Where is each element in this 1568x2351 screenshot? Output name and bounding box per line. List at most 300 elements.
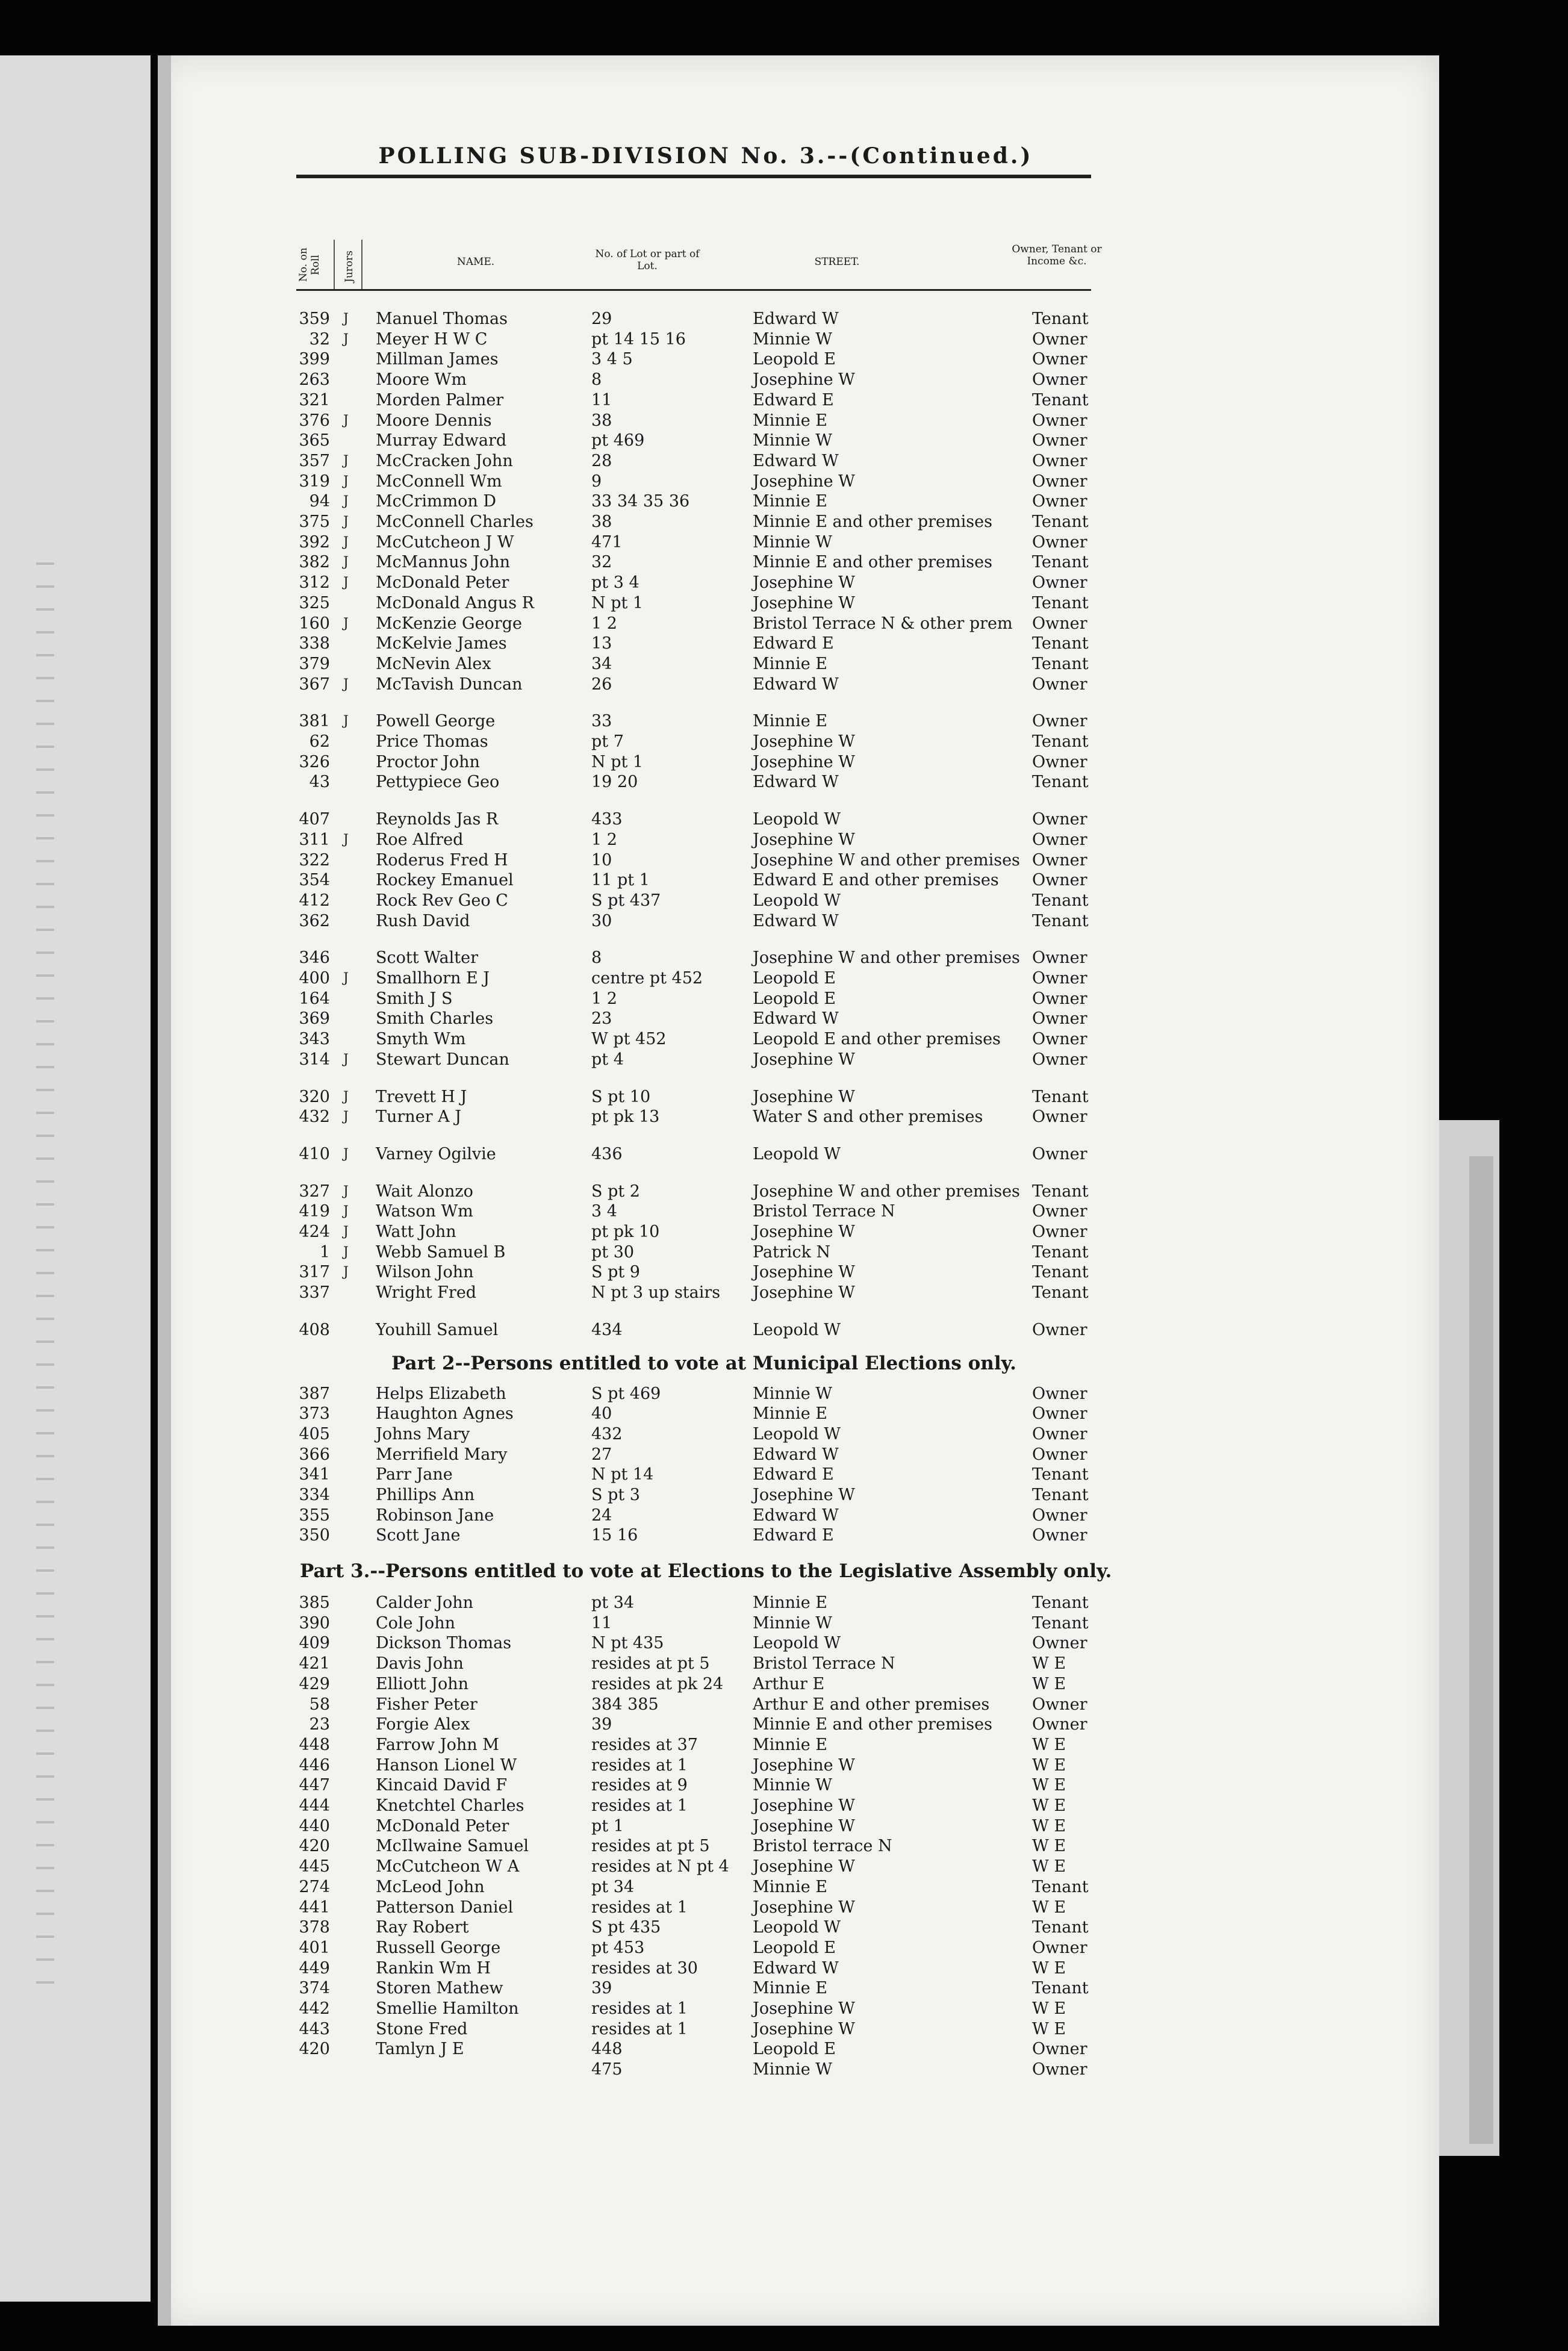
- roll-number: 445: [299, 1857, 330, 1876]
- street-name: Edward W: [753, 1959, 839, 1978]
- lot-number: 13: [591, 634, 612, 653]
- lot-number: 19 20: [591, 773, 638, 791]
- juror-mark: J: [343, 714, 349, 729]
- street-name: Leopold E: [753, 989, 836, 1008]
- tenure-status: Tenant: [1032, 1614, 1089, 1633]
- juror-mark: J: [343, 575, 349, 590]
- street-name: Edward W: [753, 912, 839, 930]
- tenure-status: Owner: [1032, 948, 1087, 967]
- lot-number: resides at 9: [591, 1776, 688, 1795]
- roll-number: 343: [299, 1030, 330, 1048]
- lot-number: resides at pt 5: [591, 1837, 710, 1855]
- voter-name: McIlwaine Samuel: [376, 1837, 529, 1855]
- street-name: Minnie E: [753, 1979, 827, 1998]
- voter-name: McKelvie James: [376, 634, 507, 653]
- roll-number: 432: [299, 1107, 330, 1126]
- voter-name: Roe Alfred: [376, 830, 464, 849]
- voter-name: Robinson Jane: [376, 1506, 494, 1525]
- voter-name: Cole John: [376, 1614, 455, 1633]
- lot-number: pt 14 15 16: [591, 330, 686, 349]
- juror-mark: J: [343, 555, 349, 570]
- tenure-status: Owner: [1032, 431, 1087, 450]
- tenure-status: Owner: [1032, 830, 1087, 849]
- street-name: Josephine W: [753, 1857, 855, 1876]
- street-name: Josephine W: [753, 2020, 855, 2038]
- voter-name: Webb Samuel B: [376, 1243, 506, 1262]
- roll-number: 321: [299, 391, 330, 409]
- lot-number: 32: [591, 553, 612, 571]
- column-rule: [361, 240, 362, 289]
- lot-number: 436: [591, 1145, 623, 1163]
- lot-number: N pt 1: [591, 594, 644, 612]
- street-name: Josephine W: [753, 1263, 855, 1281]
- tenure-status: Tenant: [1032, 732, 1089, 751]
- juror-mark: J: [343, 311, 349, 326]
- tenure-status: Owner: [1032, 2060, 1087, 2079]
- street-name: Leopold W: [753, 1425, 841, 1443]
- voter-name: McNevin Alex: [376, 655, 491, 673]
- street-name: Josephine W: [753, 1050, 855, 1069]
- street-name: Josephine W: [753, 370, 855, 389]
- street-name: Edward W: [753, 452, 839, 470]
- lot-number: resides at 1: [591, 1756, 688, 1775]
- tenure-status: W E: [1032, 1776, 1066, 1795]
- roll-number: 444: [299, 1796, 330, 1815]
- street-name: Leopold W: [753, 1321, 841, 1339]
- street-name: Minnie E: [753, 492, 827, 511]
- roll-number: 420: [299, 2040, 330, 2058]
- tenure-status: Owner: [1032, 2040, 1087, 2058]
- voter-name: Stone Fred: [376, 2020, 468, 2038]
- page-title: POLLING SUB-DIVISION No. 3.--(Continued.): [378, 143, 1033, 169]
- tenure-status: Owner: [1032, 370, 1087, 389]
- juror-mark: J: [343, 494, 349, 509]
- lot-number: resides at N pt 4: [591, 1857, 729, 1876]
- street-name: Josephine W: [753, 1898, 855, 1917]
- street-name: Josephine W: [753, 594, 855, 612]
- roll-number: 325: [299, 594, 330, 612]
- street-name: Edward E and other premises: [753, 871, 999, 889]
- lot-number: 3 4 5: [591, 350, 633, 369]
- street-name: Bristol Terrace N: [753, 1654, 895, 1673]
- roll-number: 381: [299, 712, 330, 730]
- lot-number: 384 385: [591, 1695, 659, 1714]
- voter-name: Tamlyn J E: [376, 2040, 464, 2058]
- roll-number: 412: [299, 891, 330, 910]
- roll-number: 379: [299, 655, 330, 673]
- lot-number: resides at pk 24: [591, 1675, 724, 1693]
- juror-mark: J: [343, 971, 349, 986]
- roll-number: 440: [299, 1817, 330, 1836]
- lot-number: S pt 2: [591, 1182, 640, 1201]
- street-name: Minnie W: [753, 431, 833, 450]
- tenure-status: Owner: [1032, 712, 1087, 730]
- street-name: Josephine W: [753, 1796, 855, 1815]
- voter-name: Roderus Fred H: [376, 851, 508, 870]
- tenure-status: Tenant: [1032, 655, 1089, 673]
- tenure-status: Owner: [1032, 614, 1087, 633]
- lot-number: 34: [591, 655, 612, 673]
- street-name: Minnie W: [753, 1776, 833, 1795]
- column-header-lot: No. of Lot or part of Lot.: [595, 248, 700, 272]
- voter-name: Meyer H W C: [376, 330, 488, 349]
- lot-number: pt 7: [591, 732, 624, 751]
- street-name: Josephine W: [753, 1222, 855, 1241]
- column-header-name: NAME.: [456, 256, 495, 268]
- tenure-status: Owner: [1032, 871, 1087, 889]
- roll-number: 447: [299, 1776, 330, 1795]
- roll-number: 378: [299, 1918, 330, 1937]
- voter-name: Smith J S: [376, 989, 453, 1008]
- voter-name: Davis John: [376, 1654, 464, 1673]
- juror-mark: J: [343, 1265, 349, 1280]
- roll-number: 326: [299, 753, 330, 771]
- tenure-status: W E: [1032, 1675, 1066, 1693]
- voter-name: Turner A J: [376, 1107, 462, 1126]
- tenure-status: W E: [1032, 1756, 1066, 1775]
- juror-mark: J: [343, 1147, 349, 1162]
- street-name: Leopold W: [753, 1634, 841, 1652]
- lot-number: 471: [591, 533, 623, 552]
- lot-number: 3 4: [591, 1202, 617, 1221]
- street-name: Leopold E and other premises: [753, 1030, 1001, 1048]
- tenure-status: W E: [1032, 1959, 1066, 1978]
- juror-mark: J: [343, 332, 349, 347]
- street-name: Leopold E: [753, 2040, 836, 2058]
- voter-name: Haughton Agnes: [376, 1404, 514, 1423]
- voter-name: McDonald Peter: [376, 573, 509, 592]
- voter-name: McCrimmon D: [376, 492, 497, 511]
- roll-number: 62: [309, 732, 330, 751]
- voter-name: Wilson John: [376, 1263, 474, 1281]
- street-name: Leopold W: [753, 810, 841, 829]
- voter-name: Manuel Thomas: [376, 310, 508, 328]
- roll-number: 32: [309, 330, 330, 349]
- lot-number: pt 4: [591, 1050, 624, 1069]
- next-page-shadow: [1469, 1156, 1493, 2144]
- street-name: Edward W: [753, 675, 839, 694]
- voter-name: Moore Wm: [376, 370, 467, 389]
- roll-number: 357: [299, 452, 330, 470]
- street-name: Josephine W: [753, 1756, 855, 1775]
- tenure-status: Owner: [1032, 1938, 1087, 1957]
- tenure-status: Tenant: [1032, 912, 1089, 930]
- roll-number: 338: [299, 634, 330, 653]
- roll-number: 376: [299, 411, 330, 430]
- voter-name: Patterson Daniel: [376, 1898, 514, 1917]
- tenure-status: Tenant: [1032, 1283, 1089, 1302]
- tenure-status: W E: [1032, 1857, 1066, 1876]
- roll-number: 374: [299, 1979, 330, 1998]
- tenure-status: Owner: [1032, 1030, 1087, 1048]
- voter-name: McConnell Charles: [376, 512, 534, 531]
- voter-name: McTavish Duncan: [376, 675, 523, 694]
- lot-number: 28: [591, 452, 612, 470]
- roll-number: 94: [309, 492, 330, 511]
- voter-name: Phillips Ann: [376, 1486, 475, 1504]
- lot-number: S pt 437: [591, 891, 661, 910]
- voter-name: Proctor John: [376, 753, 480, 771]
- tenure-status: Tenant: [1032, 594, 1089, 612]
- lot-number: 1 2: [591, 614, 617, 633]
- roll-number: 1: [319, 1243, 330, 1262]
- voter-name: Stewart Duncan: [376, 1050, 509, 1069]
- roll-number: 375: [299, 512, 330, 531]
- juror-mark: J: [343, 474, 349, 489]
- column-header-status: Owner, Tenant or Income &c.: [1012, 243, 1102, 267]
- voter-name: McCutcheon W A: [376, 1857, 520, 1876]
- street-name: Josephine W: [753, 753, 855, 771]
- lot-number: 33: [591, 712, 612, 730]
- voter-name: McKenzie George: [376, 614, 522, 633]
- voter-name: Millman James: [376, 350, 499, 369]
- juror-mark: J: [343, 1184, 349, 1199]
- lot-number: W pt 452: [591, 1030, 667, 1048]
- lot-number: 29: [591, 310, 612, 328]
- roll-number: 23: [309, 1715, 330, 1734]
- roll-number: 441: [299, 1898, 330, 1917]
- voter-name: Varney Ogilvie: [376, 1145, 496, 1163]
- juror-mark: J: [343, 453, 349, 469]
- street-name: Minnie W: [753, 1614, 833, 1633]
- voter-name: Murray Edward: [376, 431, 507, 450]
- lot-number: S pt 9: [591, 1263, 640, 1281]
- voter-name: Parr Jane: [376, 1465, 453, 1484]
- street-name: Minnie E: [753, 1736, 827, 1754]
- part-3-heading: Part 3.--Persons entitled to vote at Elections to the Legislative Assembly only.: [300, 1560, 1112, 1582]
- street-name: Minnie W: [753, 2060, 833, 2079]
- lot-number: pt 1: [591, 1817, 624, 1836]
- voter-name: McCutcheon J W: [376, 533, 514, 552]
- voter-name: Moore Dennis: [376, 411, 492, 430]
- lot-number: 40: [591, 1404, 612, 1423]
- street-name: Minnie E: [753, 411, 827, 430]
- part-2-heading: Part 2--Persons entitled to vote at Municipal Elections only.: [391, 1353, 1016, 1374]
- lot-number: 8: [591, 370, 602, 389]
- street-name: Bristol terrace N: [753, 1837, 892, 1855]
- lot-number: resides at pt 5: [591, 1654, 710, 1673]
- lot-number: 432: [591, 1425, 623, 1443]
- voter-name: Storen Mathew: [376, 1979, 503, 1998]
- voter-name: McMannus John: [376, 553, 510, 571]
- tenure-status: Owner: [1032, 330, 1087, 349]
- roll-number: 448: [299, 1736, 330, 1754]
- tenure-status: Owner: [1032, 533, 1087, 552]
- roll-number: 424: [299, 1222, 330, 1241]
- voter-name: Rush David: [376, 912, 470, 930]
- voter-name: Trevett H J: [376, 1088, 467, 1106]
- lot-number: 475: [591, 2060, 623, 2079]
- lot-number: S pt 469: [591, 1384, 661, 1403]
- roll-number: 382: [299, 553, 330, 571]
- tenure-status: Owner: [1032, 350, 1087, 369]
- tenure-status: Owner: [1032, 411, 1087, 430]
- voter-name: Watt John: [376, 1222, 456, 1241]
- roll-number: 399: [299, 350, 330, 369]
- tenure-status: Tenant: [1032, 1243, 1089, 1262]
- voter-name: McCracken John: [376, 452, 513, 470]
- street-name: Bristol Terrace N & other prem: [753, 614, 1013, 633]
- tenure-status: Tenant: [1032, 512, 1089, 531]
- roll-number: 58: [309, 1695, 330, 1714]
- lot-number: pt 469: [591, 431, 645, 450]
- tenure-status: Owner: [1032, 969, 1087, 988]
- street-name: Leopold E: [753, 350, 836, 369]
- voter-name: Wait Alonzo: [376, 1182, 473, 1201]
- street-name: Josephine W: [753, 1486, 855, 1504]
- lot-number: resides at 1: [591, 2020, 688, 2038]
- street-name: Josephine W: [753, 1283, 855, 1302]
- roll-number: 420: [299, 1837, 330, 1855]
- lot-number: pt 453: [591, 1938, 645, 1957]
- tenure-status: W E: [1032, 2020, 1066, 2038]
- voter-name: Farrow John M: [376, 1736, 499, 1754]
- voter-name: Smellie Hamilton: [376, 1999, 519, 2018]
- roll-number: 312: [299, 573, 330, 592]
- tenure-status: W E: [1032, 1817, 1066, 1836]
- column-header-jurors: Jurors: [343, 251, 355, 283]
- street-name: Josephine W: [753, 1817, 855, 1836]
- lot-number: N pt 3 up stairs: [591, 1283, 721, 1302]
- tenure-status: Tenant: [1032, 1979, 1089, 1998]
- lot-number: 9: [591, 472, 602, 491]
- lot-number: 10: [591, 851, 612, 870]
- roll-number: 322: [299, 851, 330, 870]
- voter-name: Elliott John: [376, 1675, 469, 1693]
- roll-number: 164: [299, 989, 330, 1008]
- juror-mark: J: [343, 832, 349, 847]
- tenure-status: Owner: [1032, 573, 1087, 592]
- voter-name: Price Thomas: [376, 732, 488, 751]
- voter-name: Ray Robert: [376, 1918, 469, 1937]
- roll-number: 341: [299, 1465, 330, 1484]
- street-name: Arthur E: [753, 1675, 825, 1693]
- street-name: Leopold E: [753, 969, 836, 988]
- tenure-status: Owner: [1032, 1526, 1087, 1545]
- voter-name: Smallhorn E J: [376, 969, 490, 988]
- lot-number: 448: [591, 2040, 623, 2058]
- roll-number: 366: [299, 1445, 330, 1464]
- tenure-status: Tenant: [1032, 1918, 1089, 1937]
- street-name: Edward W: [753, 1445, 839, 1464]
- roll-number: 373: [299, 1404, 330, 1423]
- street-name: Minnie E and other premises: [753, 553, 992, 571]
- voter-name: Knetchtel Charles: [376, 1796, 524, 1815]
- street-name: Edward E: [753, 1526, 834, 1545]
- roll-number: 354: [299, 871, 330, 889]
- roll-number: 317: [299, 1263, 330, 1281]
- voter-name: Watson Wm: [376, 1202, 473, 1221]
- voter-name: McLeod John: [376, 1878, 485, 1896]
- roll-number: 410: [299, 1145, 330, 1163]
- roll-number: 409: [299, 1634, 330, 1652]
- street-name: Josephine W: [753, 472, 855, 491]
- voter-name: Pettypiece Geo: [376, 773, 500, 791]
- juror-mark: J: [343, 1109, 349, 1124]
- tenure-status: Owner: [1032, 1107, 1087, 1126]
- street-name: Edward W: [753, 1009, 839, 1028]
- title-rule: [296, 175, 1091, 178]
- voter-name: Helps Elizabeth: [376, 1384, 506, 1403]
- tenure-status: W E: [1032, 1898, 1066, 1917]
- voter-name: Smith Charles: [376, 1009, 494, 1028]
- lot-number: pt pk 13: [591, 1107, 660, 1126]
- lot-number: resides at 1: [591, 1898, 688, 1917]
- voter-name: Scott Jane: [376, 1526, 461, 1545]
- lot-number: 434: [591, 1321, 623, 1339]
- tenure-status: Owner: [1032, 810, 1087, 829]
- column-rule: [334, 240, 335, 289]
- tenure-status: Owner: [1032, 1384, 1087, 1403]
- lot-number: 15 16: [591, 1526, 638, 1545]
- lot-number: N pt 1: [591, 753, 644, 771]
- street-name: Josephine W: [753, 1088, 855, 1106]
- tenure-status: Owner: [1032, 1425, 1087, 1443]
- lot-number: 23: [591, 1009, 612, 1028]
- voter-name: Scott Walter: [376, 948, 479, 967]
- lot-number: resides at 37: [591, 1736, 698, 1754]
- tenure-status: Tenant: [1032, 891, 1089, 910]
- tenure-status: Tenant: [1032, 1465, 1089, 1484]
- lot-number: 433: [591, 810, 623, 829]
- street-name: Minnie W: [753, 1384, 833, 1403]
- street-name: Edward E: [753, 391, 834, 409]
- voter-name: Rockey Emanuel: [376, 871, 514, 889]
- lot-number: pt 30: [591, 1243, 635, 1262]
- tenure-status: Owner: [1032, 1009, 1087, 1028]
- juror-mark: J: [343, 677, 349, 692]
- voter-name: Wright Fred: [376, 1283, 477, 1302]
- voter-name: Johns Mary: [376, 1425, 470, 1443]
- roll-number: 274: [299, 1878, 330, 1896]
- juror-mark: J: [343, 1052, 349, 1067]
- street-name: Leopold E: [753, 1938, 836, 1957]
- street-name: Patrick N: [753, 1243, 831, 1262]
- voter-name: Powell George: [376, 712, 496, 730]
- voter-name: Fisher Peter: [376, 1695, 478, 1714]
- voter-name: McDonald Angus R: [376, 594, 534, 612]
- voter-name: Kincaid David F: [376, 1776, 508, 1795]
- lot-number: 8: [591, 948, 602, 967]
- tenure-status: Owner: [1032, 1145, 1087, 1163]
- juror-mark: J: [343, 616, 349, 631]
- tenure-status: Owner: [1032, 1404, 1087, 1423]
- lot-number: S pt 3: [591, 1486, 640, 1504]
- street-name: Leopold W: [753, 891, 841, 910]
- lot-number: 11 pt 1: [591, 871, 650, 889]
- lot-number: pt 34: [591, 1593, 635, 1612]
- street-name: Minnie W: [753, 330, 833, 349]
- roll-number: 365: [299, 431, 330, 450]
- header-rule: [296, 289, 1091, 291]
- street-name: Minnie W: [753, 533, 833, 552]
- lot-number: pt 3 4: [591, 573, 639, 592]
- street-name: Josephine W and other premises: [753, 851, 1020, 870]
- tenure-status: Owner: [1032, 989, 1087, 1008]
- tenure-status: Owner: [1032, 472, 1087, 491]
- facing-page-bleed: [36, 542, 54, 1987]
- lot-number: pt 34: [591, 1878, 635, 1896]
- facing-page-edge: [0, 55, 151, 2302]
- voter-name: Morden Palmer: [376, 391, 504, 409]
- voter-name: McConnell Wm: [376, 472, 502, 491]
- voter-name: McDonald Peter: [376, 1817, 509, 1836]
- juror-mark: J: [343, 514, 349, 529]
- roll-number: 263: [299, 370, 330, 389]
- tenure-status: Owner: [1032, 1321, 1087, 1339]
- tenure-status: Owner: [1032, 675, 1087, 694]
- lot-number: S pt 10: [591, 1088, 651, 1106]
